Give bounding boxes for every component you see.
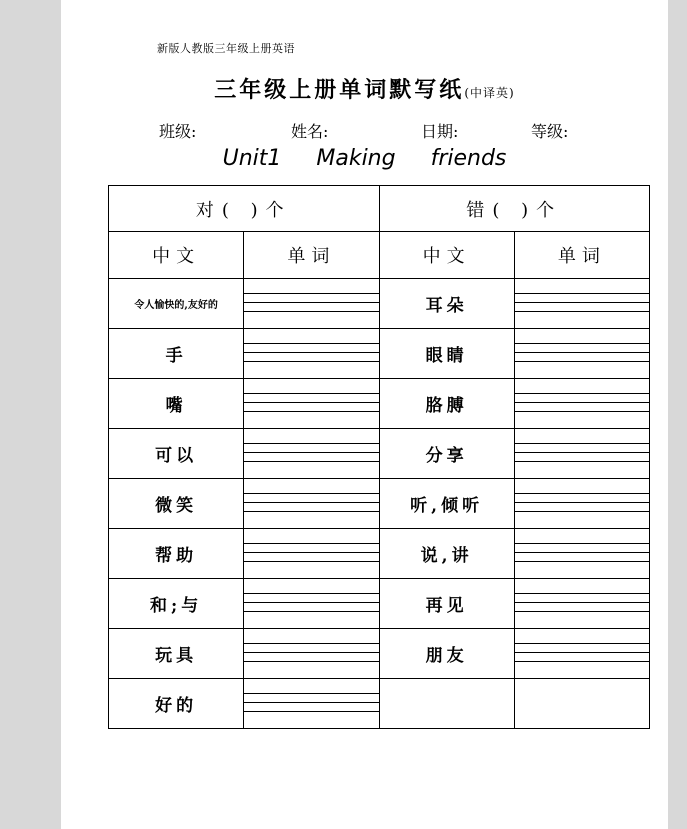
writing-lines [244,443,378,462]
column-header-word: 单词 [514,232,649,279]
writing-lines [515,393,649,412]
chinese-prompt: 和;与 [109,579,244,629]
chinese-prompt: 听,倾听 [379,479,514,529]
chinese-prompt: 好的 [109,679,244,729]
answer-cell[interactable] [514,329,649,379]
score-row [109,186,650,232]
header-note: 新版人教版三年级上册英语 [157,42,295,55]
table-row [109,379,650,429]
class-label: 班级: [159,122,197,141]
table-row [109,679,650,729]
answer-cell[interactable] [244,629,379,679]
date-label: 日期: [421,122,459,141]
empty-cell [514,679,649,729]
writing-lines [515,543,649,562]
answer-cell[interactable] [244,429,379,479]
chinese-prompt: 微笑 [109,479,244,529]
table-row [109,529,650,579]
writing-lines [515,643,649,662]
writing-lines [515,343,649,362]
answer-cell[interactable] [514,629,649,679]
document-page [61,0,668,829]
table-row [109,479,650,529]
chinese-prompt: 分享 [379,429,514,479]
unit-title: Unit1 Making friends [222,146,507,171]
writing-lines [515,593,649,612]
answer-cell[interactable] [244,529,379,579]
chinese-prompt: 嘴 [109,379,244,429]
writing-lines [244,293,378,312]
answer-cell[interactable] [244,379,379,429]
writing-lines [244,393,378,412]
answer-cell[interactable] [514,479,649,529]
name-label: 姓名: [291,122,329,141]
answer-cell[interactable] [244,329,379,379]
chinese-prompt: 眼睛 [379,329,514,379]
column-header-word: 单词 [244,232,379,279]
chinese-prompt: 帮助 [109,529,244,579]
table-row [109,429,650,479]
chinese-prompt: 可以 [109,429,244,479]
empty-cell [379,679,514,729]
answer-cell[interactable] [514,579,649,629]
chinese-prompt: 说,讲 [379,529,514,579]
dictation-table [108,185,650,729]
answer-cell[interactable] [514,429,649,479]
wrong-count: 错( )个 [379,186,650,232]
table-row [109,579,650,629]
writing-lines [244,643,378,662]
answer-cell[interactable] [244,679,379,729]
writing-lines [244,493,378,512]
writing-lines [515,493,649,512]
table-row [109,279,650,329]
column-header-chinese: 中文 [109,232,244,279]
chinese-prompt: 再见 [379,579,514,629]
answer-cell[interactable] [514,279,649,329]
correct-count: 对( )个 [109,186,380,232]
chinese-prompt: 令人愉快的,友好的 [109,279,244,329]
title-main: 三年级上册单词默写纸 [214,77,465,103]
writing-lines [244,343,378,362]
table-row [109,629,650,679]
writing-lines [244,693,378,712]
answer-cell[interactable] [244,279,379,329]
chinese-prompt: 耳朵 [379,279,514,329]
writing-lines [244,543,378,562]
writing-lines [515,443,649,462]
chinese-prompt: 朋友 [379,629,514,679]
chinese-prompt: 胳膊 [379,379,514,429]
column-header-chinese: 中文 [379,232,514,279]
chinese-prompt: 玩具 [109,629,244,679]
answer-cell[interactable] [514,529,649,579]
title-sub: (中译英) [464,86,515,100]
writing-lines [515,293,649,312]
table-header [109,232,650,279]
table-row [109,329,650,379]
writing-lines [244,593,378,612]
answer-cell[interactable] [244,579,379,629]
answer-cell[interactable] [514,379,649,429]
word-rows [109,279,650,729]
page-title [61,73,668,104]
answer-cell[interactable] [244,479,379,529]
chinese-prompt: 手 [109,329,244,379]
grade-label: 等级: [531,122,569,141]
